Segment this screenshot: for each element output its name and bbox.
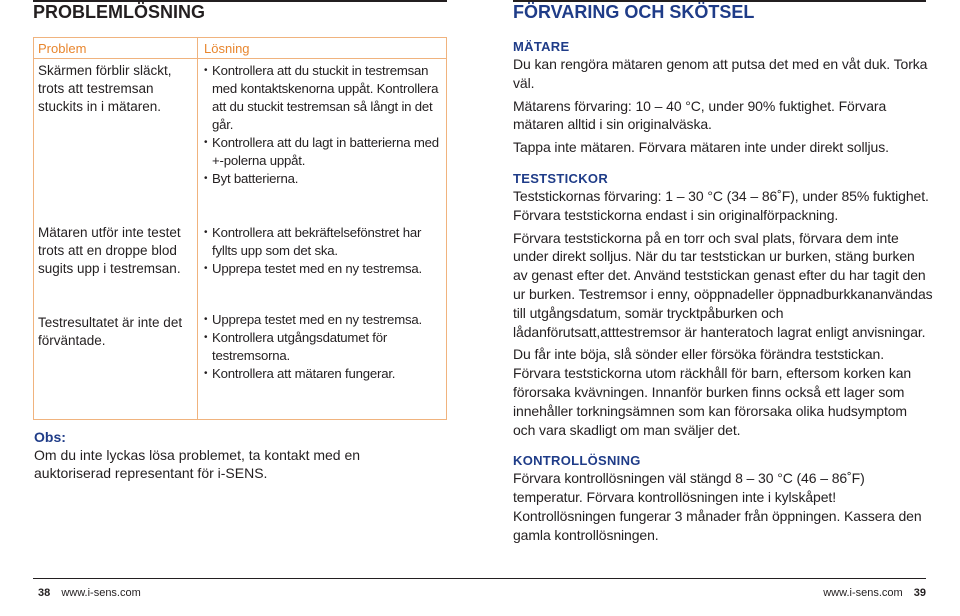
solution-item: • Kontrollera att mätaren fungerar. xyxy=(204,365,444,383)
storage-care-column xyxy=(513,38,933,549)
solution-list-2 xyxy=(204,224,444,278)
solution-item: • Upprepa testet med en ny testremsa. xyxy=(204,260,444,278)
problem-2: Mätaren utför inte testet trots att en droppe blod sugits upp i testremsan. xyxy=(38,225,181,276)
paragraph: Förvara kontrollösningen väl stängd 8 – 30 °C (46 – 86˚F) temperatur. Förvara kontrollösningen inte i kylskåpet! Kontrollösningen fungerar 3 månader från öppningen. Kassera den gamla kontrollösningen. xyxy=(513,470,922,543)
section-title-meter: MÄTARE xyxy=(513,39,570,54)
paragraph: Mätarens förvaring: 10 – 40 °C, under 90% fuktighet. Förvara mätaren alltid i sin originalväska. xyxy=(513,97,887,133)
solution-item: • Kontrollera att du lagt in batterierna med +-polerna uppåt. xyxy=(204,134,444,170)
solution-item: • Byt batterierna. xyxy=(204,170,444,188)
solution-list-1 xyxy=(204,62,444,188)
footer-rule xyxy=(33,578,926,579)
note-label: Obs: xyxy=(34,429,66,445)
right-heading: FÖRVARING OCH SKÖTSEL xyxy=(513,2,755,22)
solution-item: • Upprepa testet med en ny testremsa. xyxy=(204,311,444,329)
footer-right xyxy=(823,587,926,599)
solution-item: • Kontrollera att bekräftelsefönstret har fyllts upp som det ska. xyxy=(204,224,444,260)
note-text: Om du inte lyckas lösa problemet, ta kontakt med en auktoriserad representant för i-SENS. xyxy=(34,447,361,481)
paragraph: Teststickornas förvaring: 1 – 30 °C (34 – 86˚F), under 85% fuktighet. Förvara teststickorna endast i sin originalförpackning. xyxy=(513,187,929,223)
troubleshooting-table xyxy=(33,37,447,420)
column-header-solution: Lösning xyxy=(204,41,250,56)
solution-item: • Kontrollera att du stuckit in testremsan med kontaktskenorna uppåt. Kontrollera att du stuckit testremsan så långt in det går. xyxy=(204,62,444,134)
left-heading: PROBLEMLÖSNING xyxy=(33,2,206,22)
footer-url-right: www.i-sens.com xyxy=(823,587,903,599)
paragraph: Du kan rengöra mätaren genom att putsa det med en våt duk. Torka väl. xyxy=(513,56,928,91)
paragraph: Tappa inte mätaren. Förvara mätaren inte under direkt solljus. xyxy=(513,139,889,156)
footer-left xyxy=(38,587,141,599)
paragraph: Förvara teststickorna på en torr och sval plats, förvara dem inte under direkt solljus. När du tar teststickan ur burken, stäng burken av genast efter det. Använd teststickan genast efter du har tagit den ur burken. Testremsor i enny, oöppnadeller öppnadburkkananvändas till utgångsdatum, somär trycktpåburken och lådanförutsatt,atttestremsor är hanteratoch lagrat enligt anvisningar. xyxy=(513,229,933,340)
footer-url-left: www.i-sens.com xyxy=(61,587,141,599)
column-divider xyxy=(197,38,198,419)
solution-item: • Kontrollera utgångsdatumet för testremsorna. xyxy=(204,329,444,365)
column-header-problem: Problem xyxy=(38,41,87,56)
section-title-test-strips: TESTSTICKOR xyxy=(513,170,609,186)
paragraph: Du får inte böja, slå sönder eller försöka förändra teststickan. Förvara teststickorna utom räckhåll för barn, eftersom korken kan förorsaka kvävningen. Innanför burken finns också ett lager som innehåller torkningsämnen som kan förorsaka olika hudsymptom och vara skadligt om man sväljer det. xyxy=(513,346,912,438)
page-number-left: 38 xyxy=(38,587,51,599)
header-divider xyxy=(34,58,446,59)
section-title-control-solution: KONTROLLÖSNING xyxy=(513,453,641,469)
problem-3: Testresultatet är inte det förväntade. xyxy=(38,315,183,348)
problem-1: Skärmen förblir släckt, trots att testremsan stuckits in i mätaren. xyxy=(38,63,172,114)
solution-list-3 xyxy=(204,311,444,383)
page-number-right: 39 xyxy=(913,587,926,599)
note xyxy=(34,428,434,482)
